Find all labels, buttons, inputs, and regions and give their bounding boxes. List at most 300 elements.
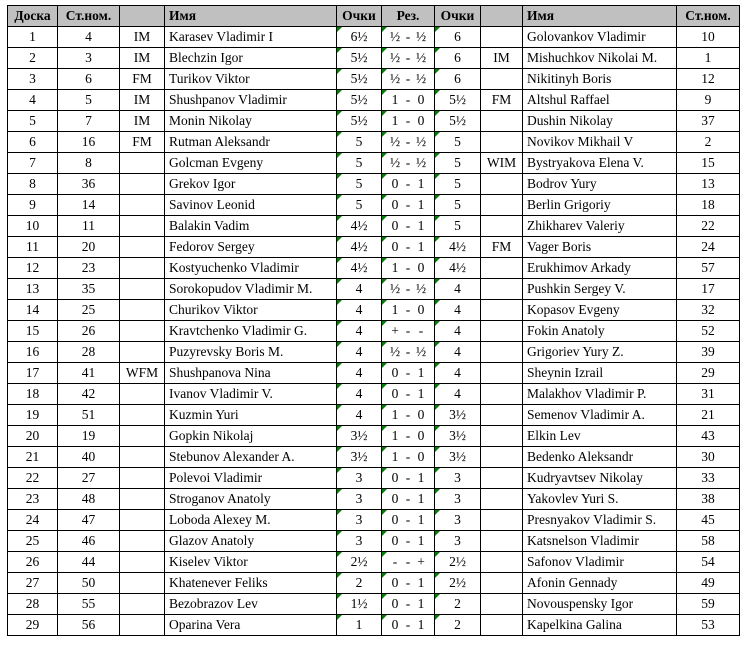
start-number-right: 2 [677,132,740,153]
player-name-right: Vager Boris [523,237,677,258]
player-title-left: IM [120,111,165,132]
board-number: 9 [8,195,58,216]
player-name-right: Elkin Lev [523,426,677,447]
player-title-left: WFM [120,363,165,384]
result-right: ½ [415,71,427,86]
player-name-right: Pushkin Sergey V. [523,279,677,300]
start-number-right: 21 [677,405,740,426]
game-result [382,552,435,573]
result-left: ½ [389,281,401,296]
points-right: 2½ [435,573,481,594]
game-result [382,363,435,384]
points-right: 5½ [435,111,481,132]
points-right: 2 [435,615,481,636]
board-number: 23 [8,489,58,510]
header-name-right: Имя [523,6,677,27]
game-result [382,111,435,132]
points-right: 5½ [435,90,481,111]
player-name-right: Altshul Raffael [523,90,677,111]
player-title-left [120,300,165,321]
start-number-left: 44 [58,552,120,573]
board-number: 5 [8,111,58,132]
player-name-left: Shushpanova Nina [165,363,337,384]
table-body [8,27,740,636]
result-separator: - [405,365,411,380]
points-right: 5 [435,195,481,216]
table-row [8,426,740,447]
player-title-left [120,594,165,615]
points-left: 3½ [337,447,382,468]
player-name-right: Kapelkina Galina [523,615,677,636]
start-number-right: 1 [677,48,740,69]
start-number-left: 4 [58,27,120,48]
points-left: 4 [337,342,382,363]
result-left: 1 [391,92,399,107]
table-row [8,279,740,300]
header-title-left [120,6,165,27]
player-title-right [481,111,523,132]
start-number-left: 26 [58,321,120,342]
game-result [382,615,435,636]
result-right: ½ [415,155,427,170]
result-left: 1 [391,407,399,422]
player-name-left: Kuzmin Yuri [165,405,337,426]
player-name-left: Karasev Vladimir I [165,27,337,48]
points-left: 4 [337,384,382,405]
points-left: 4 [337,363,382,384]
result-right: 1 [417,239,425,254]
result-left: 0 [391,533,399,548]
result-left: 1 [391,113,399,128]
start-number-left: 16 [58,132,120,153]
result-right: ½ [415,344,427,359]
game-result [382,447,435,468]
result-separator: - [405,92,411,107]
player-name-right: Fokin Anatoly [523,321,677,342]
player-title-left [120,531,165,552]
result-right: ½ [415,29,427,44]
board-number: 21 [8,447,58,468]
header-title-right [481,6,523,27]
player-name-left: Kravtchenko Vladimir G. [165,321,337,342]
header-result: Рез. [382,6,435,27]
game-result [382,27,435,48]
board-number: 28 [8,594,58,615]
result-right: 1 [417,365,425,380]
start-number-right: 39 [677,342,740,363]
points-right: 4 [435,321,481,342]
player-name-left: Stroganov Anatoly [165,489,337,510]
start-number-left: 23 [58,258,120,279]
start-number-left: 19 [58,426,120,447]
result-left: 1 [391,428,399,443]
result-left: 0 [391,176,399,191]
points-left: 2½ [337,552,382,573]
game-result [382,321,435,342]
player-name-left: Loboda Alexey M. [165,510,337,531]
player-name-right: Novikov Mikhail V [523,132,677,153]
player-title-right: FM [481,237,523,258]
points-right: 6 [435,48,481,69]
header-points-left: Очки [337,6,382,27]
player-name-right: Nikitinyh Boris [523,69,677,90]
player-title-right [481,384,523,405]
start-number-right: 53 [677,615,740,636]
start-number-left: 3 [58,48,120,69]
player-title-left: FM [120,69,165,90]
start-number-left: 50 [58,573,120,594]
player-title-right [481,363,523,384]
player-title-right: WIM [481,153,523,174]
player-title-right [481,510,523,531]
start-number-left: 11 [58,216,120,237]
result-separator: - [405,134,411,149]
result-left: 1 [391,302,399,317]
board-number: 15 [8,321,58,342]
start-number-right: 37 [677,111,740,132]
result-left: ½ [389,71,401,86]
player-name-left: Fedorov Sergey [165,237,337,258]
game-result [382,237,435,258]
result-separator: - [405,428,411,443]
game-result [382,405,435,426]
result-left: ½ [389,29,401,44]
player-title-right [481,216,523,237]
player-name-right: Semenov Vladimir A. [523,405,677,426]
points-right: 2½ [435,552,481,573]
start-number-left: 48 [58,489,120,510]
start-number-left: 7 [58,111,120,132]
player-title-left [120,342,165,363]
table-row [8,510,740,531]
result-left: ½ [389,155,401,170]
table-row [8,594,740,615]
result-separator: - [405,449,411,464]
result-separator: - [405,29,411,44]
table-row [8,405,740,426]
header-row [8,6,740,27]
player-name-left: Savinov Leonid [165,195,337,216]
player-name-right: Safonov Vladimir [523,552,677,573]
points-right: 4 [435,300,481,321]
player-name-left: Gopkin Nikolaj [165,426,337,447]
player-title-left [120,405,165,426]
game-result [382,468,435,489]
start-number-left: 28 [58,342,120,363]
player-title-right [481,552,523,573]
player-title-left [120,216,165,237]
result-right: 1 [417,470,425,485]
points-left: 4½ [337,258,382,279]
player-title-left [120,153,165,174]
player-name-left: Balakin Vadim [165,216,337,237]
start-number-right: 49 [677,573,740,594]
points-right: 3 [435,510,481,531]
start-number-left: 20 [58,237,120,258]
player-title-right [481,300,523,321]
result-left: 0 [391,239,399,254]
start-number-right: 58 [677,531,740,552]
table-row [8,615,740,636]
player-name-right: Presnyakov Vladimir S. [523,510,677,531]
player-title-left [120,384,165,405]
result-left: 0 [391,197,399,212]
start-number-right: 15 [677,153,740,174]
start-number-left: 25 [58,300,120,321]
table-row [8,216,740,237]
start-number-right: 29 [677,363,740,384]
table-row [8,132,740,153]
game-result [382,279,435,300]
player-title-right [481,258,523,279]
points-right: 5 [435,132,481,153]
start-number-left: 51 [58,405,120,426]
start-number-right: 32 [677,300,740,321]
result-right: 0 [417,113,425,128]
board-number: 16 [8,342,58,363]
player-name-left: Bezobrazov Lev [165,594,337,615]
result-right: - [418,323,424,338]
start-number-right: 59 [677,594,740,615]
player-name-right: Grigoriev Yury Z. [523,342,677,363]
points-right: 4 [435,279,481,300]
points-right: 4 [435,384,481,405]
start-number-right: 9 [677,90,740,111]
points-right: 3½ [435,447,481,468]
player-title-left [120,489,165,510]
result-separator: - [405,260,411,275]
result-separator: - [405,533,411,548]
points-right: 4 [435,363,481,384]
start-number-left: 40 [58,447,120,468]
result-left: ½ [389,50,401,65]
board-number: 24 [8,510,58,531]
result-left: 0 [391,617,399,632]
result-separator: - [405,197,411,212]
game-result [382,216,435,237]
result-right: 1 [417,386,425,401]
result-left: ½ [389,344,401,359]
player-title-left [120,468,165,489]
table-row [8,468,740,489]
result-separator: - [405,491,411,506]
player-title-left [120,258,165,279]
player-name-left: Stebunov Alexander A. [165,447,337,468]
player-title-left: IM [120,48,165,69]
game-result [382,426,435,447]
table-row [8,363,740,384]
result-separator: - [405,302,411,317]
board-number: 19 [8,405,58,426]
player-name-right: Berlin Grigoriy [523,195,677,216]
board-number: 7 [8,153,58,174]
result-right: 1 [417,617,425,632]
points-right: 5 [435,216,481,237]
board-number: 11 [8,237,58,258]
points-left: 4 [337,279,382,300]
result-separator: - [405,176,411,191]
result-right: ½ [415,50,427,65]
board-number: 29 [8,615,58,636]
board-number: 6 [8,132,58,153]
result-right: 1 [417,176,425,191]
result-separator: - [405,596,411,611]
player-title-left [120,447,165,468]
table-row [8,489,740,510]
game-result [382,195,435,216]
player-title-right [481,489,523,510]
points-left: 5½ [337,69,382,90]
player-title-right [481,594,523,615]
game-result [382,174,435,195]
result-right: ½ [415,134,427,149]
result-left: 1 [391,260,399,275]
result-left: 0 [391,491,399,506]
start-number-left: 55 [58,594,120,615]
player-name-left: Turikov Viktor [165,69,337,90]
points-left: 5 [337,174,382,195]
player-name-right: Sheynin Izrail [523,363,677,384]
result-separator: - [405,71,411,86]
player-name-right: Bodrov Yury [523,174,677,195]
points-left: 2 [337,573,382,594]
result-separator: - [405,407,411,422]
player-title-right [481,447,523,468]
game-result [382,510,435,531]
result-right: + [417,554,425,569]
points-right: 6 [435,27,481,48]
player-title-left: FM [120,132,165,153]
player-title-right [481,342,523,363]
result-right: 0 [417,428,425,443]
player-title-left [120,573,165,594]
table-row [8,174,740,195]
player-title-left [120,174,165,195]
player-name-right: Golovankov Vladimir [523,27,677,48]
player-title-right [481,195,523,216]
result-left: 0 [391,470,399,485]
game-result [382,153,435,174]
result-right: 0 [417,302,425,317]
start-number-right: 31 [677,384,740,405]
board-number: 17 [8,363,58,384]
player-name-left: Kiselev Viktor [165,552,337,573]
result-right: ½ [415,281,427,296]
board-number: 4 [8,90,58,111]
header-start-number-left: Ст.ном. [58,6,120,27]
result-separator: - [405,617,411,632]
player-title-right [481,405,523,426]
start-number-left: 27 [58,468,120,489]
player-name-left: Golcman Evgeny [165,153,337,174]
start-number-left: 47 [58,510,120,531]
player-title-left [120,237,165,258]
game-result [382,594,435,615]
start-number-right: 12 [677,69,740,90]
points-right: 4½ [435,258,481,279]
game-result [382,69,435,90]
points-left: 3 [337,531,382,552]
points-left: 4 [337,405,382,426]
result-separator: - [405,323,411,338]
points-right: 3 [435,489,481,510]
header-points-right: Очки [435,6,481,27]
player-name-right: Novouspensky Igor [523,594,677,615]
start-number-right: 52 [677,321,740,342]
result-separator: - [405,281,411,296]
game-result [382,384,435,405]
table-row [8,90,740,111]
game-result [382,531,435,552]
player-title-left [120,426,165,447]
player-name-left: Khatenever Feliks [165,573,337,594]
result-separator: - [405,155,411,170]
points-right: 6 [435,69,481,90]
result-separator: - [405,239,411,254]
player-title-right: IM [481,48,523,69]
result-right: 1 [417,512,425,527]
result-right: 1 [417,218,425,233]
player-name-right: Kopasov Evgeny [523,300,677,321]
points-right: 4 [435,342,481,363]
board-number: 13 [8,279,58,300]
player-name-right: Zhikharev Valeriy [523,216,677,237]
result-right: 1 [417,533,425,548]
table-row [8,531,740,552]
points-right: 3 [435,468,481,489]
game-result [382,90,435,111]
player-name-left: Kostyuchenko Vladimir [165,258,337,279]
player-title-left: IM [120,90,165,111]
result-right: 1 [417,197,425,212]
table-row [8,321,740,342]
board-number: 18 [8,384,58,405]
points-left: 5½ [337,111,382,132]
table-row [8,69,740,90]
player-name-right: Yakovlev Yuri S. [523,489,677,510]
start-number-right: 13 [677,174,740,195]
points-left: 5 [337,132,382,153]
points-right: 2 [435,594,481,615]
player-name-left: Blechzin Igor [165,48,337,69]
board-number: 12 [8,258,58,279]
result-left: ½ [389,134,401,149]
player-title-right [481,132,523,153]
player-name-left: Shushpanov Vladimir [165,90,337,111]
result-right: 0 [417,449,425,464]
start-number-left: 41 [58,363,120,384]
player-title-right: FM [481,90,523,111]
header-name-left: Имя [165,6,337,27]
board-number: 22 [8,468,58,489]
player-name-left: Grekov Igor [165,174,337,195]
player-title-right [481,615,523,636]
result-left: 0 [391,386,399,401]
points-right: 3½ [435,426,481,447]
board-number: 25 [8,531,58,552]
board-number: 27 [8,573,58,594]
result-left: + [391,323,399,338]
result-right: 1 [417,491,425,506]
table-row [8,153,740,174]
table-row [8,300,740,321]
start-number-right: 38 [677,489,740,510]
points-left: 3½ [337,426,382,447]
player-title-right [481,531,523,552]
pairings-table [7,5,740,636]
player-name-left: Polevoi Vladimir [165,468,337,489]
player-name-left: Sorokopudov Vladimir M. [165,279,337,300]
